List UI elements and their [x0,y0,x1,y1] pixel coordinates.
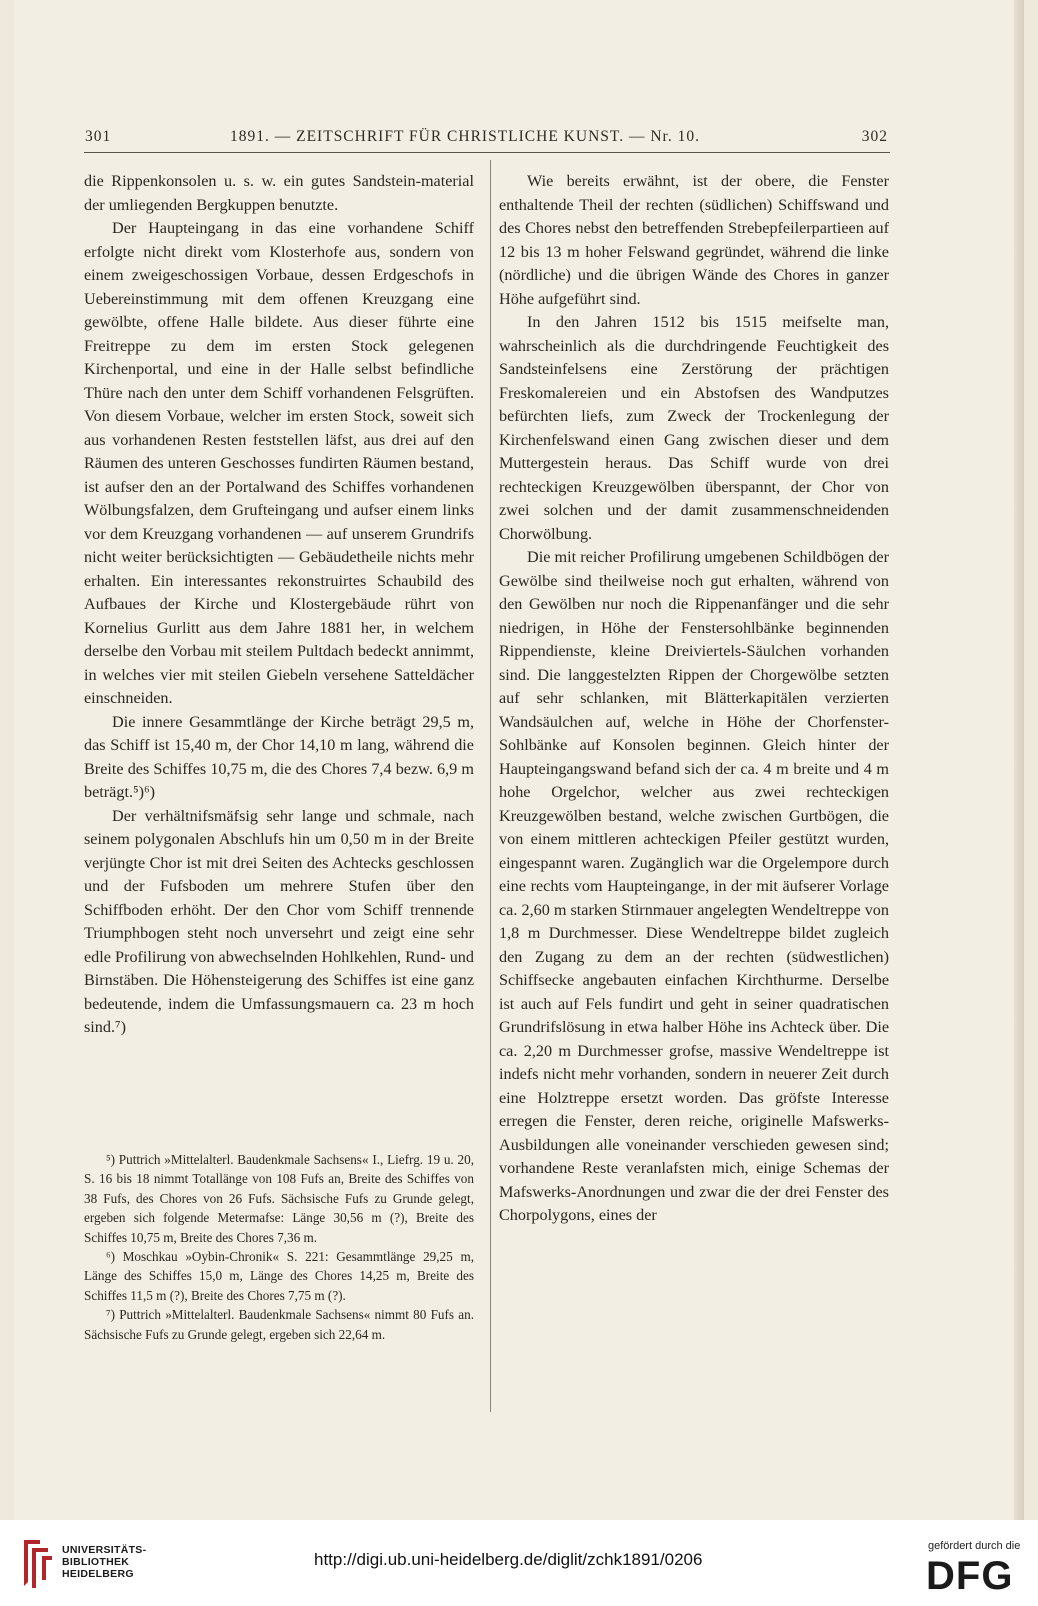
paragraph: Die innere Gesammtlänge der Kirche beträgt 29,5 m, das Schiff ist 15,40 m, der Chor 14,10 m lang, während die Breite des Schiffes 10,75 m, die des Chores 7,4 bezw. 6,9 m beträgt.⁵)⁶) [84,712,474,801]
library-name-line: UNIVERSITÄTS- [62,1544,147,1556]
library-name-line: BIBLIOTHEK [62,1556,130,1568]
document-url-link[interactable]: http://digi.ub.uni-heidelberg.de/diglit/zchk1891/0206 [314,1550,703,1569]
paragraph: Wie bereits erwähnt, ist der obere, die Fenster enthaltende Theil der rechten (südlichen) Schiffswand und des Chores nebst den betreffenden Strebepfeilerpartieen auf 12 bis 13 m hoher Felswand gegründet, während die linke (nördliche) und die übrigen Wände des Chores in ganzer Höhe aufgeführt sind. [499,172,889,308]
page-number-right: 302 [861,128,888,145]
page-edge [1014,0,1024,1520]
paragraph: Die mit reicher Profilirung umgebenen Schildbögen der Gewölbe sind theilweise noch gut erhalten, während von den Gewölben nur noch die Rippenanfänger und die sehr niedrigen, in Höhe der Fenstersohlbänke beginnenden Rippendienste, kleine Dreiviertels-Säulchen vorhanden sind. Die langgestelzten Rippen der Chorgewölbe setzten auf sehr schlanken, mit Blätterkapitälen verzierten Wandsäulchen auf, welche in Höhe der Chorfenster-Sohlbänke auf Konsolen beginnen. Gleich hinter der Haupteingangswand befand sich der ca. 4 m breite und 4 m hohe Orgelchor, welcher aus zwei rechteckigen Kreuzgewölben bestand, welche zwischen Gurtbögen, die von einem mittleren achteckigen Pfeiler gestützt wurden, eingespannt waren. Zugänglich war die Orgelempore durch eine rechts vom Haupteingange, in der mit äufserer Vorlage ca. 2,60 m starken Stirnmauer angelegten Wendeltreppe von 1,8 m Durchmesser. Diese Wendeltreppe bildet zugleich den Zugang zu dem an der rechten (südwestlichen) Schiffsecke angebauten einfachen Kirchthurme. Derselbe ist auch auf Fels fundirt und geht in seiner quadratischen Grundrifslösung in etwa halber Höhe ins Achteck über. Die ca. 2,20 m Durchmesser grofse, massive Wendeltreppe ist indefs nicht mehr vorhanden, sondern in neuerer Zeit durch eine Holztreppe ersetzt worden. Das gröfste Interesse erregen die Fenster, deren reiche, originelle Mafswerks-Ausbildungen alle voneinander verschieden gewesen sind; vorhandene Reste veranlafsten mich, einige Schemas der Mafswerks-Anordnungen und zwar die der drei Fenster des Chorpolygons, eines der [499,548,889,1224]
column-divider [490,160,491,1412]
footnotes [84,1150,474,1344]
footnote: ⁵) Puttrich »Mittelalterl. Baudenkmale Sachsens« I., Liefrg. 19 u. 20, S. 16 bis 18 nimmt Totallänge von 108 Fufs an, Breite des Schiffes von 38 Fufs, des Chores von 26 Fufs. Sächsische Fufs zu Grunde gelegt, ergeben sich folgende Metermafse: Länge 30,56 m (?), Breite des Schiffes 10,75 m, Breite des Chores 7,36 m. [84,1152,474,1245]
funding-caption: gefördert durch die [928,1540,1021,1552]
paragraph: die Rippenkonsolen u. s. w. ein gutes Sandstein-material der umliegenden Bergkuppen benutzte. [84,172,474,214]
paragraph: Der verhältnifsmäfsig sehr lange und schmale, nach seinem polygonalen Abschlufs hin um 0,50 m in der Breite verjüngte Chor ist mit drei Seiten des Achtecks geschlossen und der Fufsboden um mehrere Stufen über den Schiffboden erhöht. Der den Chor vom Schiff trennende Triumphbogen steht noch unversehrt und zeigt eine sehr edle Profilirung von abwechselnden Hohlkehlen, Rund- und Birnstäben. Die Höhensteigerung des Schiffes ist eine ganz bedeutende, indem die Umfassungsmauern ca. 23 m hoch sind.⁷) [84,806,474,1036]
page-number-left: 301 [85,128,112,145]
journal-title: 1891. — ZEITSCHRIFT FÜR CHRISTLICHE KUNST. — Nr. 10. [230,128,700,145]
library-name [62,1544,146,1580]
left-column [84,170,474,1040]
paragraph: In den Jahren 1512 bis 1515 meifselte man, wahrscheinlich als die durchdringende Feuchtigkeit des Sandsteinfelsens eine Zerstörung der prächtigen Freskomalereien und ein Abstofsen des Wandputzes befürchten liefs, zum Zweck der Trockenlegung der Kirchenfelswand einen Gang zwischen dieser und dem Muttergestein heraus. Das Schiff wurde von drei rechteckigen Kreuzgewölben überspannt, der Chor von zwei solchen und der damit zusammenschneidenden Chorwölbung. [499,313,889,543]
running-head [80,124,888,148]
header-rule [84,152,890,153]
dfg-logo: DFG [926,1554,1014,1598]
footnote: ⁷) Puttrich »Mittelalterl. Baudenkmale Sachsens« nimmt 80 Fufs an. Sächsische Fufs zu Grunde gelegt, ergeben sich 22,64 m. [84,1307,474,1342]
footnote: ⁶) Moschkau »Oybin-Chronik« S. 221: Gesammtlänge 29,25 m, Länge des Schiffes 15,0 m, Länge des Chores 14,25 m, Breite des Schiffes 11,5 m (?), Breite des Chores 7,75 m (?). [84,1249,474,1303]
right-column [499,170,889,1228]
paragraph: Der Haupteingang in das eine vorhandene Schiff erfolgte nicht direkt vom Klosterhofe aus, sondern von einem zweigeschossigen Vorbaue, dessen Erdgeschofs in Uebereinstimmung mit dem offenen Kreuzgang eine gewölbte, offene Halle bildete. Aus dieser führte eine Freitreppe zu dem im ersten Stock gelegenen Kirchenportal, und eine in der Halle selbst befindliche Thüre nach den unter dem Schiff vorhandenen Felsgrüften. Von diesem Vorbaue, welcher im ersten Stock, soweit sich aus vorhandenen Resten feststellen läfst, aus drei auf den Räumen des unteren Geschosses fundirten Räumen bestand, ist aufser den an der Portalwand des Schiffes vorhandenen Wölbungsfalzen, dem Grufteingang und aufser einem links vor dem Kreuzgang vorhandenen — auf unserem Grundrifs nicht weiter berücksichtigten — Gebäudetheile nichts mehr erhalten. Ein interessantes rekonstruirtes Schaubild des Aufbaues der Kirche und Klostergebäude rührt von Kornelius Gurlitt aus dem Jahre 1881 her, in welchem derselbe den Vorbau mit steilem Pultdach bedeckt annimmt, in welches vier mit steilen Giebeln versehene Satteldächer einschneiden. [84,219,474,707]
library-logo-icon [18,1536,56,1590]
library-name-line: HEIDELBERG [62,1568,134,1580]
